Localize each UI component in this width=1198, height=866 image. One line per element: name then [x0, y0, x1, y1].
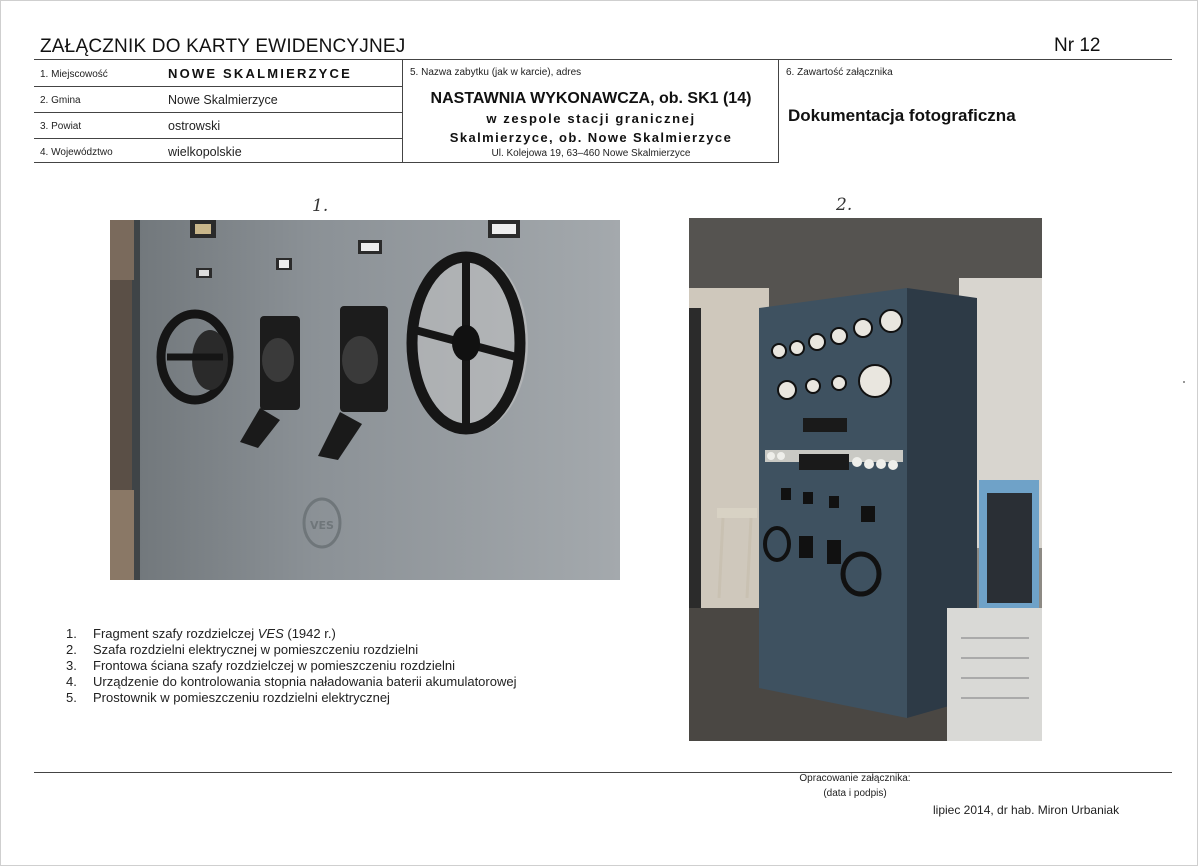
- scan-speck: [1183, 381, 1185, 383]
- photo-1-number: 1.: [312, 196, 329, 216]
- prepared-label: Opracowanie załącznika:: [799, 773, 911, 784]
- object-name-line3: Skalmierzyce, ob. Nowe Skalmierzyce: [449, 130, 733, 145]
- document-number: Nr 12: [1054, 35, 1101, 56]
- object-name-line2: w zespole stacji granicznej: [486, 111, 696, 126]
- powiat-label: 3. Powiat: [40, 121, 82, 132]
- row-divider-2: [34, 112, 402, 113]
- gmina-value: Nowe Skalmierzyce: [168, 93, 278, 107]
- wojewodztwo-label: 4. Województwo: [40, 147, 113, 158]
- content-label: 6. Zawartość załącznika: [786, 67, 893, 78]
- miejscowosc-label: 1. Miejscowość: [40, 69, 108, 80]
- photo-2-number: 2.: [836, 195, 853, 215]
- caption-item: 3. Frontowa ściana szafy rozdzielczej w pomieszczeniu rozdzielni: [66, 658, 455, 673]
- caption-item: 4. Urządzenie do kontrolowania stopnia naładowania baterii akumulatorowej: [66, 674, 517, 689]
- svg-text:VES: VES: [310, 519, 334, 532]
- footer-rule: [34, 772, 1172, 773]
- caption-item: 1. Fragment szafy rozdzielczej VES (1942 r.): [66, 626, 336, 641]
- table-bottom-rule: [34, 162, 778, 163]
- column-divider-2: [778, 59, 779, 163]
- document-title: ZAŁĄCZNIK DO KARTY EWIDENCYJNEJ: [40, 36, 406, 57]
- object-name-label: 5. Nazwa zabytku (jak w karcie), adres: [410, 67, 582, 78]
- miejscowosc-value: NOWE SKALMIERZYCE: [168, 66, 353, 81]
- object-name-line1: NASTAWNIA WYKONAWCZA, ob. SK1 (14): [430, 90, 752, 107]
- column-divider-1: [402, 59, 403, 163]
- table-top-rule: [34, 59, 1172, 60]
- row-divider-3: [34, 138, 402, 139]
- wojewodztwo-value: wielkopolskie: [168, 145, 242, 159]
- caption-list: [66, 626, 516, 706]
- signature: lipiec 2014, dr hab. Miron Urbaniak: [933, 803, 1120, 817]
- gmina-label: 2. Gmina: [40, 95, 81, 106]
- powiat-value: ostrowski: [168, 119, 221, 133]
- row-divider-1: [34, 86, 402, 87]
- photo-switchboard-closeup: [110, 220, 620, 580]
- caption-item: 5. Prostownik w pomieszczeniu rozdzielni elektrycznej: [66, 690, 390, 705]
- prepared-sublabel: (data i podpis): [823, 788, 887, 799]
- object-address: Ul. Kolejowa 19, 63–460 Nowe Skalmierzyce: [491, 148, 691, 159]
- caption-item: 2. Szafa rozdzielni elektrycznej w pomieszczeniu rozdzielni: [66, 642, 419, 657]
- photo-switchboard-cabinet: [689, 218, 1042, 741]
- content-value: Dokumentacja fotograficzna: [788, 106, 1016, 125]
